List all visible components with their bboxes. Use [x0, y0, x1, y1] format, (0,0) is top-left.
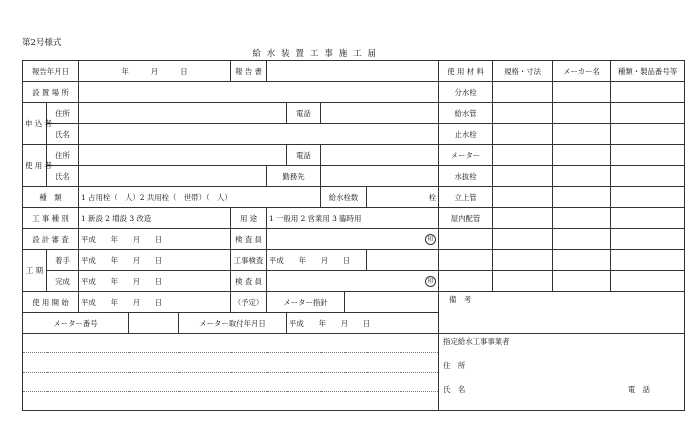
faucet-count-label: 給水栓数	[321, 187, 367, 208]
material-row-label: 止水栓	[439, 124, 493, 145]
user-name-field[interactable]	[79, 166, 267, 187]
user-name-label: 氏名	[47, 166, 79, 187]
seal-mark: 印	[425, 234, 436, 245]
material-cell[interactable]	[611, 124, 685, 145]
user-address-field[interactable]	[79, 145, 287, 166]
material-cell[interactable]	[611, 82, 685, 103]
material-cell[interactable]	[611, 187, 685, 208]
notes-line[interactable]	[23, 353, 439, 372]
applicant-address-label: 住所	[47, 103, 79, 124]
material-row-label: 分水栓	[439, 82, 493, 103]
material-cell[interactable]	[611, 103, 685, 124]
user-phone-field[interactable]	[321, 145, 439, 166]
user-phone-label: 電話	[287, 145, 321, 166]
materials-header-product: 種類・製品番号等	[611, 61, 685, 82]
material-cell[interactable]	[553, 145, 611, 166]
material-cell[interactable]	[611, 208, 685, 229]
report-date-field[interactable]: 年 月 日	[79, 61, 231, 82]
use-start-label: 使 用 開 始	[23, 292, 79, 313]
location-field[interactable]	[79, 82, 439, 103]
material-cell[interactable]	[493, 82, 553, 103]
material-row-label: メーター	[439, 145, 493, 166]
meter-install-date-label: メーター取付年月日	[179, 313, 287, 334]
materials-header-used: 使 用 材 料	[439, 61, 493, 82]
inspector-field-2[interactable]	[267, 271, 439, 292]
material-cell[interactable]	[611, 166, 685, 187]
usage-value[interactable]: 1 一般用 2 営業用 3 臨時用	[267, 208, 439, 229]
material-cell[interactable]	[493, 166, 553, 187]
reporter-label: 報 告 書	[231, 61, 267, 82]
material-row-label: 水抜栓	[439, 166, 493, 187]
report-date-label: 報告年月日	[23, 61, 79, 82]
material-cell[interactable]	[611, 250, 685, 271]
materials-header-spec: 規格・寸法	[493, 61, 553, 82]
use-start-date[interactable]: 平成 年 月 日	[79, 292, 231, 313]
applicant-name-label: 氏名	[47, 124, 79, 145]
start-date[interactable]: 平成 年 月 日	[79, 250, 231, 271]
material-cell[interactable]	[493, 124, 553, 145]
material-cell[interactable]	[493, 229, 553, 250]
material-cell[interactable]	[439, 250, 493, 271]
meter-number-field[interactable]	[129, 313, 179, 334]
applicant-label: 申 込 者	[23, 103, 47, 145]
material-cell[interactable]	[553, 103, 611, 124]
meter-install-date[interactable]: 平成 年 月 日	[287, 313, 439, 334]
usage-label: 用 途	[231, 208, 267, 229]
material-cell[interactable]	[439, 229, 493, 250]
form-number: 第2号様式	[22, 38, 62, 48]
work-type-value[interactable]: 1 新設 2 増設 3 改造	[79, 208, 231, 229]
start-label: 着手	[47, 250, 79, 271]
work-inspection-date[interactable]: 平成 年 月 日	[267, 250, 367, 271]
inspector-label-2: 検 査 員	[231, 271, 267, 292]
material-cell[interactable]	[493, 145, 553, 166]
material-cell[interactable]	[493, 271, 553, 292]
document-title: 給 水 装 置 工 事 施 工 届	[252, 49, 378, 59]
applicant-name-field[interactable]	[79, 124, 439, 145]
material-cell[interactable]	[493, 208, 553, 229]
construction-report-table	[22, 60, 685, 411]
work-type-label: 工 事 種 別	[23, 208, 79, 229]
meter-reading-label: メーター指針	[267, 292, 345, 313]
material-cell[interactable]	[611, 145, 685, 166]
material-cell[interactable]	[493, 103, 553, 124]
notes-line[interactable]	[23, 372, 439, 391]
material-cell[interactable]	[439, 271, 493, 292]
workplace-label: 勤務先	[267, 166, 321, 187]
planned-label: （予定）	[231, 292, 267, 313]
work-inspection-label: 工事検査	[231, 250, 267, 271]
meter-reading-field[interactable]	[345, 292, 439, 313]
materials-header-maker: メーカー名	[553, 61, 611, 82]
material-cell[interactable]	[493, 187, 553, 208]
workplace-field[interactable]	[321, 166, 439, 187]
notes-line[interactable]	[23, 391, 439, 410]
material-cell[interactable]	[493, 250, 553, 271]
complete-label: 完成	[47, 271, 79, 292]
contractor-phone-label: 電 話	[627, 385, 651, 394]
material-cell[interactable]	[553, 82, 611, 103]
construction-period-label: 工 期	[23, 250, 47, 292]
material-cell[interactable]	[553, 124, 611, 145]
inspector-field[interactable]	[267, 229, 439, 250]
type-label: 種 類	[23, 187, 79, 208]
material-row-label: 屋内配管	[439, 208, 493, 229]
contractor-title: 指定給水工事事業者	[443, 337, 510, 346]
material-cell[interactable]	[553, 271, 611, 292]
reporter-field[interactable]	[267, 61, 439, 82]
material-cell[interactable]	[553, 250, 611, 271]
remarks-label: 備 考	[439, 292, 685, 334]
location-label: 設 置 場 所	[23, 82, 79, 103]
contractor-box	[439, 334, 685, 411]
type-value[interactable]: 1 占用栓（ 人）2 共用栓（ 世帯）（ 人）	[79, 187, 321, 208]
applicant-address-field[interactable]	[79, 103, 287, 124]
design-review-label: 設 計 審 査	[23, 229, 79, 250]
user-address-label: 住所	[47, 145, 79, 166]
user-label: 使 用 者	[23, 145, 47, 187]
meter-number-label: メーター番号	[23, 313, 129, 334]
design-review-date[interactable]: 平成 年 月 日	[79, 229, 231, 250]
material-cell[interactable]	[553, 187, 611, 208]
contractor-name-label: 氏 名	[443, 385, 466, 394]
applicant-phone-field[interactable]	[321, 103, 439, 124]
material-cell[interactable]	[553, 208, 611, 229]
faucet-count-field[interactable]: 栓	[367, 187, 439, 208]
material-cell[interactable]	[611, 229, 685, 250]
complete-date[interactable]: 平成 年 月 日	[79, 271, 231, 292]
inspector-label: 検 査 員	[231, 229, 267, 250]
seal-mark: 印	[425, 276, 436, 287]
applicant-phone-label: 電話	[287, 103, 321, 124]
notes-line[interactable]	[23, 334, 439, 353]
work-inspection-extra[interactable]	[367, 250, 439, 271]
material-row-label: 給水管	[439, 103, 493, 124]
material-row-label: 立上管	[439, 187, 493, 208]
material-cell[interactable]	[611, 271, 685, 292]
material-cell[interactable]	[553, 229, 611, 250]
contractor-address-label: 住 所	[443, 361, 466, 370]
material-cell[interactable]	[553, 166, 611, 187]
